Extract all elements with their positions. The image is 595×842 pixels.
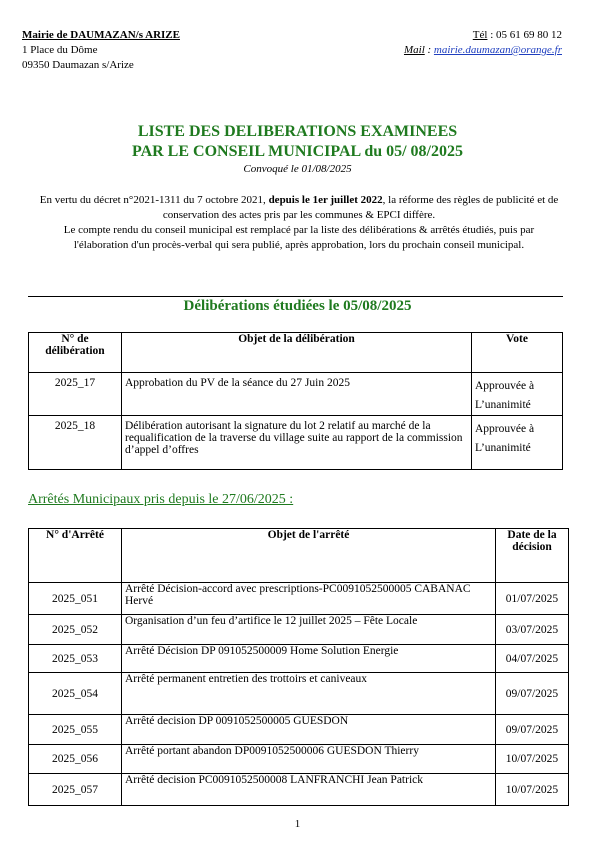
- arrete-objet: Arrêté portant abandon DP0091052500006 GUESDON Thierry: [122, 745, 496, 774]
- contact-block: [380, 28, 562, 58]
- delib-vote: Approuvée à L’unanimité: [472, 373, 563, 416]
- arrete-date: 09/07/2025: [496, 715, 569, 745]
- arrete-objet: Arrêté Décision DP 091052500009 Home Solution Energie: [122, 645, 496, 673]
- col-header-date: Date de la décision: [496, 529, 569, 583]
- doc-title-line-2: PAR LE CONSEIL MUNICIPAL du 05/ 08/2025: [131, 143, 463, 160]
- arrete-num: 2025_051: [29, 583, 122, 615]
- arrete-date: 04/07/2025: [496, 645, 569, 673]
- arrete-date: 03/07/2025: [496, 615, 569, 645]
- arrete-objet: Arrêté Décision-accord avec prescriptions-PC0091052500005 CABANAC Hervé: [122, 583, 496, 615]
- delib-vote: Approuvée à L’unanimité: [472, 416, 563, 470]
- convocation-date: Convoqué le 01/08/2025: [243, 163, 352, 175]
- mail-separator: :: [424, 44, 434, 56]
- delib-section-title: Délibérations étudiées le 05/08/2025: [183, 298, 412, 314]
- phone-label: Tél: [472, 29, 488, 41]
- org-name: Mairie de DAUMAZAN/s ARIZE: [22, 29, 180, 41]
- col-header-num: N° d'Arrêté: [29, 529, 122, 583]
- phone-line: [380, 28, 562, 43]
- arrete-num: 2025_055: [29, 715, 122, 745]
- arrete-num: 2025_053: [29, 645, 122, 673]
- divider: [28, 296, 563, 297]
- arretes-table: [28, 528, 569, 806]
- col-header-vote: Vote: [472, 333, 563, 373]
- delib-objet: Approbation du PV de la séance du 27 Juin 2025: [122, 373, 472, 416]
- arrete-objet: Organisation d’un feu d’artifice le 12 juillet 2025 – Fête Locale: [122, 615, 496, 645]
- table-row: [29, 373, 563, 416]
- delib-objet: Délibération autorisant la signature du lot 2 relatif au marché de la requalification de la traverse du village suite au rapport de la commission d’appel d’offres: [122, 416, 472, 470]
- address-line-1: 1 Place du Dôme: [22, 44, 98, 56]
- sender-block: [22, 28, 180, 73]
- arrete-date: 10/07/2025: [496, 774, 569, 806]
- mail-label: Mail: [403, 44, 425, 56]
- delib-table: [28, 332, 563, 470]
- table-row: [29, 583, 569, 615]
- table-row: [29, 673, 569, 715]
- intro-paragraph: [36, 193, 562, 253]
- col-header-num: N° de délibération: [29, 333, 122, 373]
- col-header-objet: Objet de la délibération: [122, 333, 472, 373]
- arrete-date: 01/07/2025: [496, 583, 569, 615]
- table-row: [29, 745, 569, 774]
- arrete-date: 09/07/2025: [496, 673, 569, 715]
- table-row: [29, 615, 569, 645]
- col-header-objet: Objet de l'arrêté: [122, 529, 496, 583]
- delib-num: 2025_18: [29, 416, 122, 470]
- mail-line: [380, 43, 562, 58]
- table-header-row: [29, 529, 569, 583]
- address-line-2: 09350 Daumazan s/Arize: [22, 59, 134, 71]
- page-number: 1: [294, 818, 301, 830]
- intro-text-3: Le compte rendu du conseil municipal est remplacé par la liste des délibérations & arrêtés étudiés, puis par l'élaboration d'un procès-verbal qui sera publié, après approbation, lors du prochain conseil municipal.: [63, 224, 535, 251]
- arrete-num: 2025_057: [29, 774, 122, 806]
- arrete-objet: Arrêté permanent entretien des trottoirs et caniveaux: [122, 673, 496, 715]
- arrete-objet: Arrêté decision PC0091052500008 LANFRANCHI Jean Patrick: [122, 774, 496, 806]
- table-row: [29, 645, 569, 673]
- arrete-objet: Arrêté decision DP 0091052500005 GUESDON: [122, 715, 496, 745]
- table-row: [29, 416, 563, 470]
- arretes-section-title: Arrêtés Municipaux pris depuis le 27/06/2025 :: [28, 492, 294, 507]
- arrete-num: 2025_052: [29, 615, 122, 645]
- intro-text-2: , la réforme des règles de publicité et de conservation des actes pris par les communes & EPCI diffère.: [162, 194, 559, 221]
- table-header-row: [29, 333, 563, 373]
- arrete-num: 2025_056: [29, 745, 122, 774]
- delib-num: 2025_17: [29, 373, 122, 416]
- mail-link[interactable]: mairie.daumazan@orange.fr: [433, 44, 562, 56]
- arrete-num: 2025_054: [29, 673, 122, 715]
- table-row: [29, 715, 569, 745]
- arrete-date: 10/07/2025: [496, 745, 569, 774]
- intro-text-1: En vertu du décret n°2021-1311 du 7 octobre 2021,: [39, 194, 269, 206]
- intro-bold: depuis le 1er juillet 2022: [268, 194, 383, 206]
- phone-value: : 05 61 69 80 12: [487, 29, 562, 41]
- table-row: [29, 774, 569, 806]
- doc-title-line-1: LISTE DES DELIBERATIONS EXAMINEES: [137, 123, 458, 140]
